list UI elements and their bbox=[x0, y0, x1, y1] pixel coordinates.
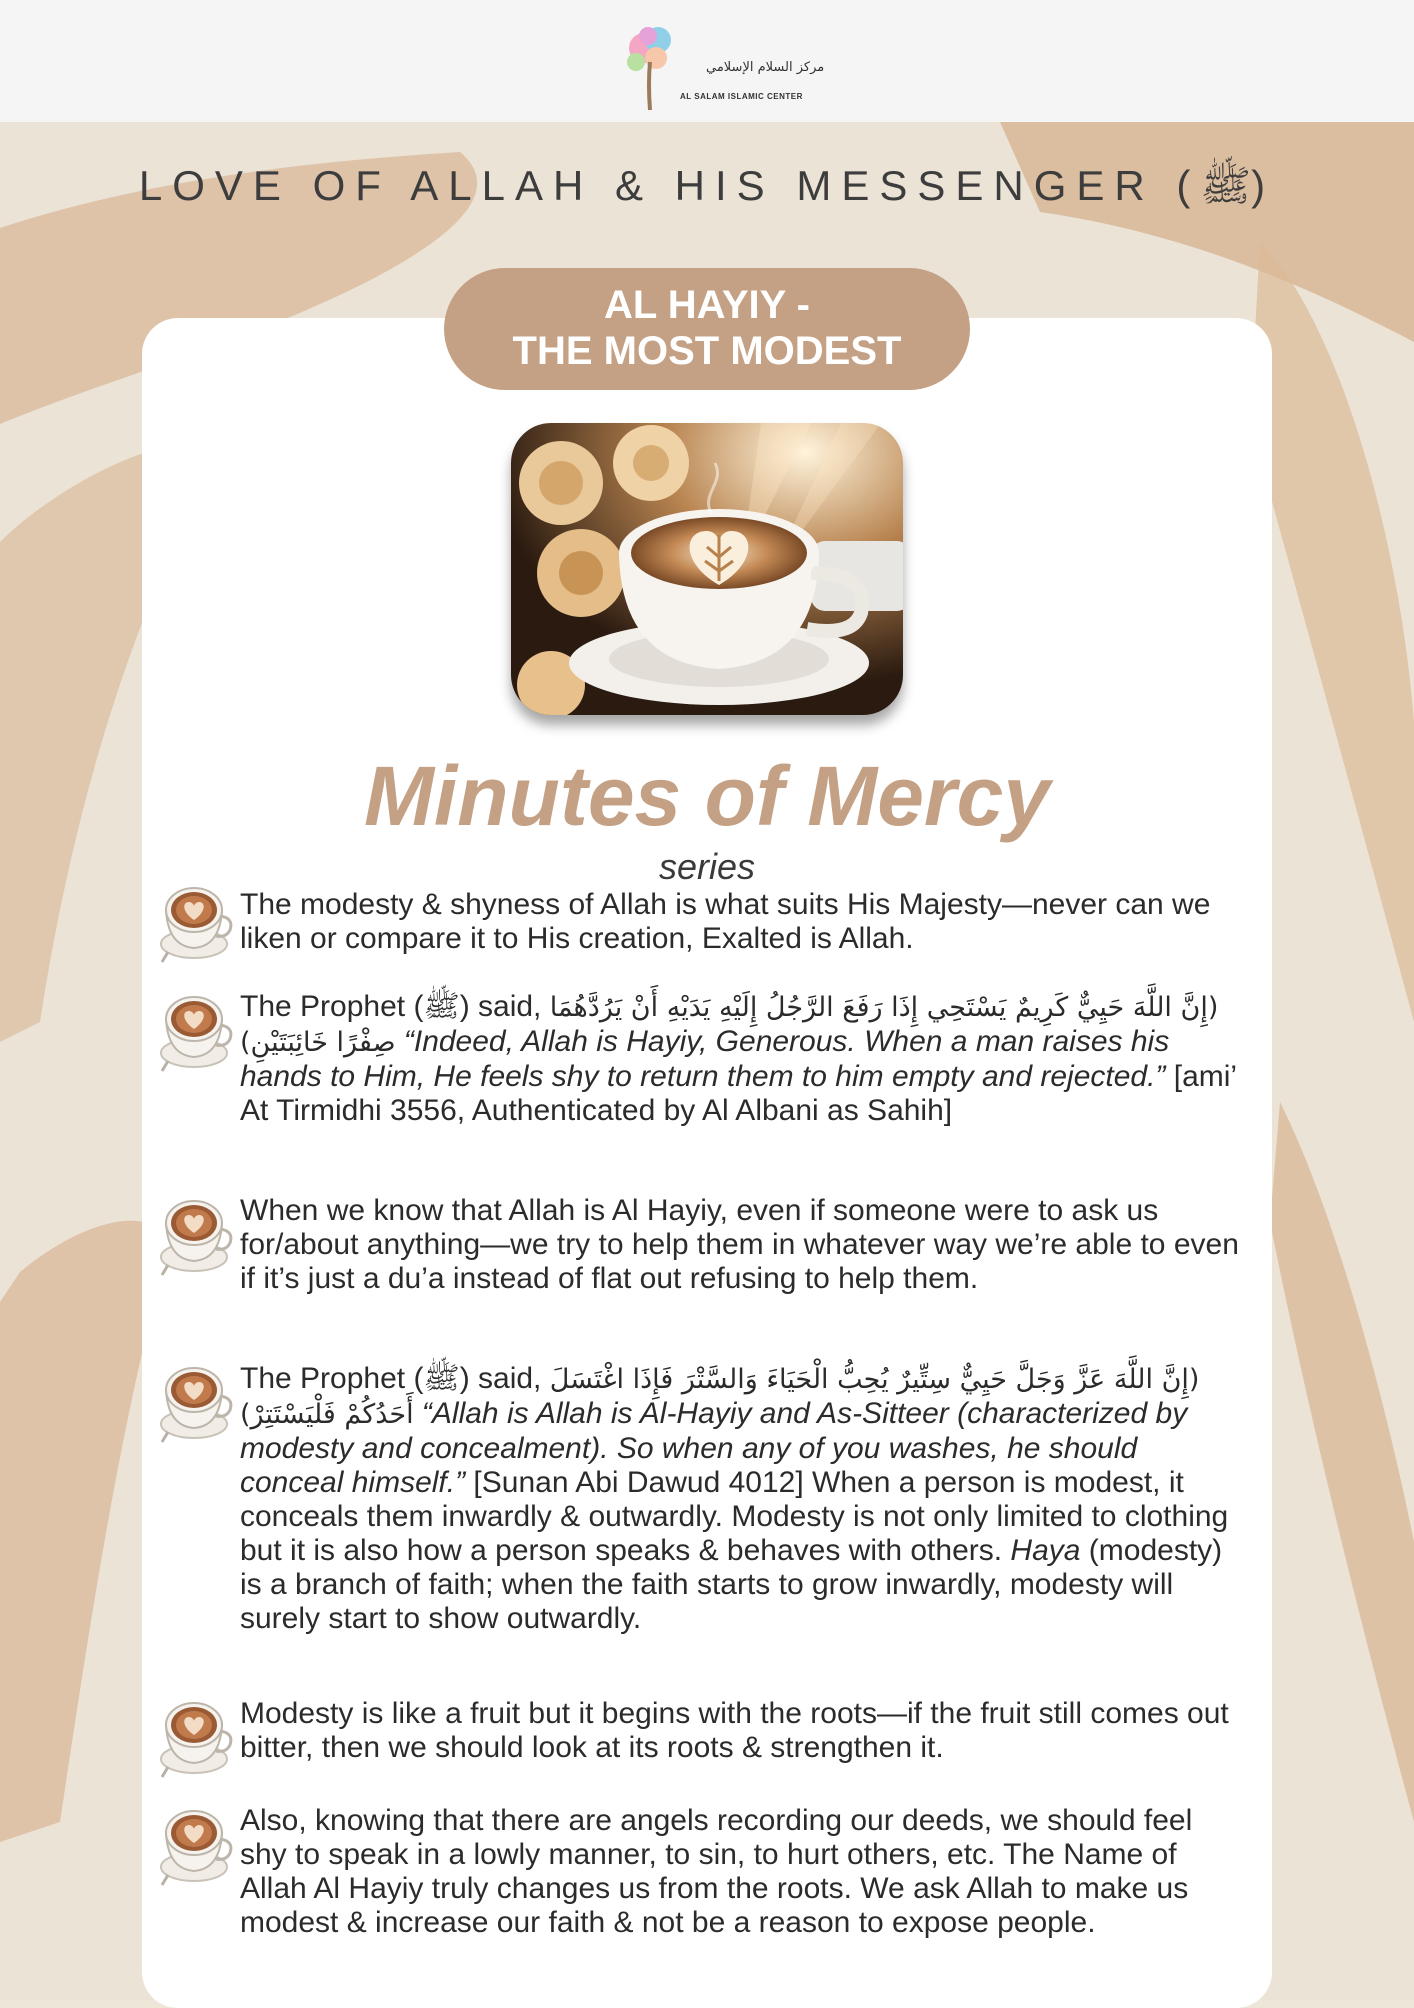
badge-line-1: AL HAYIY - bbox=[604, 283, 810, 327]
series-title: Minutes of Mercy bbox=[363, 749, 1051, 843]
paragraph-1: The modesty & shyness of Allah is what suits His Majesty—never can we liken or compare it to His creation, Exalted is Allah. bbox=[240, 888, 1211, 955]
paragraph-4-haya: Haya bbox=[1010, 1534, 1081, 1567]
coffee-cup-bullet-icon bbox=[158, 882, 234, 966]
paragraph-2-source: [ami’ At Tirmidhi 3556, Authenticated by Al Albani as Sahih] bbox=[240, 1060, 1236, 1127]
coffee-cup-with-roses-icon bbox=[511, 423, 903, 715]
page-heading: LOVE OF ALLAH & HIS MESSENGER (ﷺ) bbox=[138, 162, 1276, 209]
logo-arabic-text: مركز السلام الإسلامي bbox=[706, 60, 825, 75]
coffee-cup-bullet-icon bbox=[158, 1362, 234, 1446]
paragraph-4-intro: The Prophet (ﷺ) said, bbox=[240, 1362, 550, 1395]
paragraph-4-rest: (modesty) is a branch of faith; when the faith starts to grow inwardly, modesty will surely start to show outwardly. bbox=[240, 1534, 1223, 1635]
paragraph-6: Also, knowing that there are angels recording our deeds, we should feel shy to speak in a lowly manner, to sin, to hurt others, etc. The Name of Allah Al Hayiy truly changes us from the roots. We ask Allah to make us modest & increase our faith & not be a reason to expose people. bbox=[240, 1804, 1193, 1939]
paragraph-4-source: [Sunan Abi Dawud 4012] When a person is modest, it conceals them inwardly & outwardly. Modesty is not only limited to clothing but it is also how a person speaks & behaves with others. bbox=[240, 1466, 1229, 1567]
coffee-cup-bullet-icon bbox=[158, 1805, 234, 1889]
paragraph-2-arabic-hadith: (إِنَّ اللَّهَ حَيِيٌّ كَرِيمٌ يَسْتَحِي إِذَا رَفَعَ الرَّجُلُ إِلَيْهِ يَدَيْهِ أَنْ يَرُدَّهُمَا صِفْرًا خَائِبَتَيْنِ) bbox=[240, 992, 1219, 1058]
paragraph-5: Modesty is like a fruit but it begins with the roots—if the fruit still comes out bitter, then we should look at its roots & strengthen it. bbox=[240, 1697, 1229, 1764]
paragraph-2 bbox=[240, 990, 1240, 1128]
logo-english-text: AL SALAM ISLAMIC CENTER bbox=[680, 92, 803, 101]
paragraph-4 bbox=[240, 1362, 1240, 1636]
coffee-cup-bullet-icon bbox=[158, 1195, 234, 1279]
badge-line-2: THE MOST MODEST bbox=[512, 329, 902, 373]
series-subtitle: series bbox=[658, 846, 756, 887]
paragraph-3: When we know that Allah is Al Hayiy, even if someone were to ask us for/about anything—we try to help them in whatever way we’re able to even if it’s just a du’a instead of flat out refusing to help them. bbox=[240, 1194, 1239, 1295]
coffee-cup-bullet-icon bbox=[158, 991, 234, 1075]
header-bar bbox=[0, 0, 1414, 122]
coffee-cup-bullet-icon bbox=[158, 1697, 234, 1781]
paragraph-2-intro: The Prophet (ﷺ) said, bbox=[240, 990, 550, 1023]
name-badge bbox=[444, 268, 970, 390]
paragraph-2-translation: “Indeed, Allah is Hayiy, Generous. When a man raises his hands to Him, He feels shy to return them to him empty and rejected.” bbox=[240, 1025, 1170, 1093]
paragraph-4-arabic-hadith: (إِنَّ اللَّهَ عَزَّ وَجَلَّ حَيِيٌّ سِتِّيرٌ يُحِبُّ الْحَيَاءَ وَالسَّتْرَ فَإِذَا اغْتَسَلَ أَحَدُكُمْ فَلْيَسْتَتِرْ) bbox=[240, 1364, 1200, 1430]
paragraph-4-translation: “Allah is Allah is Al-Hayiy and As-Sitteer (characterized by modesty and concealment). So when any of you washes, he should conceal himself.” bbox=[240, 1397, 1188, 1499]
center-logo[interactable] bbox=[620, 18, 825, 114]
tree-logo-icon bbox=[620, 18, 680, 114]
coffee-photo bbox=[511, 423, 903, 715]
